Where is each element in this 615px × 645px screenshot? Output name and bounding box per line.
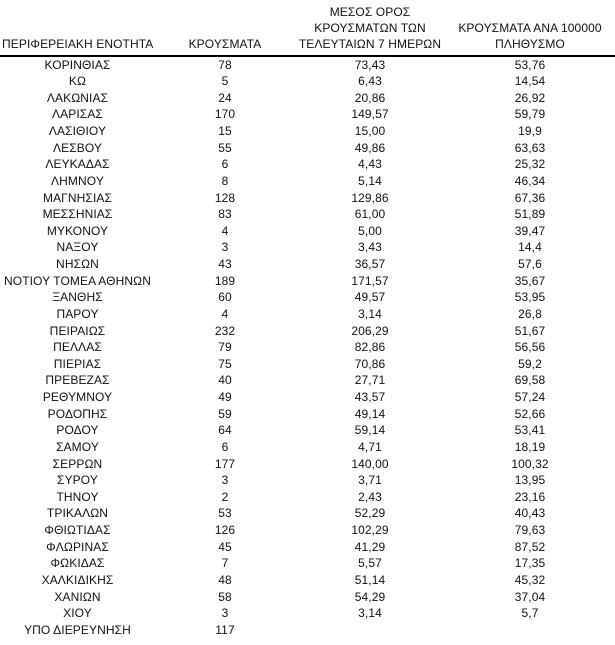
cell-region: ΠΙΕΡΙΑΣ bbox=[53, 356, 102, 371]
cell-per100k: 59,79 bbox=[514, 107, 546, 122]
cell-avg7: 59,14 bbox=[354, 423, 386, 438]
cell-avg7: 70,86 bbox=[354, 356, 386, 371]
cell-region: ΛΑΚΩΝΙΑΣ bbox=[46, 90, 109, 105]
cell-cases: 64 bbox=[218, 423, 232, 438]
cell-per100k: 40,43 bbox=[514, 506, 546, 521]
cell-region: ΤΗΝΟΥ bbox=[56, 489, 99, 504]
cell-cases: 55 bbox=[218, 140, 232, 155]
cell-avg7: 2,43 bbox=[358, 489, 382, 504]
cell-region: ΥΠΟ ΔΙΕΡΕΥΝΗΣΗ bbox=[24, 622, 131, 637]
cell-avg7: 41,29 bbox=[354, 539, 386, 554]
cell-region: ΦΛΩΡΙΝΑΣ bbox=[46, 539, 109, 554]
cell-avg7: 20,86 bbox=[354, 90, 386, 105]
header-cases-label: ΚΡΟΥΣΜΑΤΑ bbox=[188, 37, 262, 52]
cell-region: ΚΩ bbox=[68, 74, 87, 89]
table-row bbox=[0, 123, 615, 140]
cell-cases: 5 bbox=[221, 74, 229, 89]
cell-avg7: 129,86 bbox=[351, 190, 389, 205]
table-row bbox=[0, 572, 615, 589]
cell-region: ΣΥΡΟΥ bbox=[57, 473, 98, 488]
table-row bbox=[0, 522, 615, 539]
cell-per100k: 51,89 bbox=[514, 207, 546, 222]
cell-region: ΧΑΝΙΩΝ bbox=[54, 589, 101, 604]
cell-region: ΛΑΡΙΣΑΣ bbox=[52, 107, 103, 122]
cell-region: ΦΩΚΙΔΑΣ bbox=[50, 556, 105, 571]
header-avg7 bbox=[295, 0, 445, 56]
header-avg7-label-line2: ΚΡΟΥΣΜΑΤΩΝ ΤΩΝ bbox=[314, 21, 426, 36]
cell-avg7: 27,71 bbox=[354, 373, 386, 388]
cell-avg7: 52,29 bbox=[354, 506, 386, 521]
header-per100k-label-line1: ΚΡΟΥΣΜΑΤΑ ΑΝΑ 100000 bbox=[458, 21, 602, 36]
cell-per100k: 51,67 bbox=[514, 323, 546, 338]
cell-cases: 45 bbox=[218, 539, 232, 554]
cell-avg7: 61,00 bbox=[354, 207, 386, 222]
cell-avg7: 54,29 bbox=[354, 589, 386, 604]
cell-avg7: 4,71 bbox=[358, 439, 382, 454]
table-row bbox=[0, 422, 615, 439]
table-row bbox=[0, 190, 615, 207]
cell-avg7: 3,71 bbox=[358, 473, 382, 488]
table-row bbox=[0, 372, 615, 389]
cell-region: ΜΥΚΟΝΟΥ bbox=[46, 223, 109, 238]
cell-avg7: 6,43 bbox=[358, 74, 382, 89]
cell-per100k: 23,16 bbox=[514, 489, 546, 504]
cell-per100k: 52,66 bbox=[514, 406, 546, 421]
cell-avg7: 43,57 bbox=[354, 390, 386, 405]
cell-per100k: 87,52 bbox=[514, 539, 546, 554]
cell-per100k: 18,19 bbox=[514, 439, 546, 454]
table-row bbox=[0, 505, 615, 522]
table-row bbox=[0, 389, 615, 406]
table-row bbox=[0, 239, 615, 256]
cell-cases: 40 bbox=[218, 373, 232, 388]
cell-avg7: 206,29 bbox=[351, 323, 389, 338]
table-row bbox=[0, 140, 615, 157]
table-row bbox=[0, 356, 615, 373]
cell-cases: 43 bbox=[218, 257, 232, 272]
table-row bbox=[0, 555, 615, 572]
cell-cases: 60 bbox=[218, 290, 232, 305]
cell-region: ΦΘΙΩΤΙΔΑΣ bbox=[44, 523, 111, 538]
cell-region: ΣΕΡΡΩΝ bbox=[52, 456, 103, 471]
cell-region: ΝΑΞΟΥ bbox=[56, 240, 99, 255]
cell-avg7: 51,14 bbox=[354, 572, 386, 587]
cell-region: ΝΗΣΩΝ bbox=[56, 257, 99, 272]
cell-region: ΡΟΔΟΥ bbox=[56, 423, 99, 438]
cell-avg7: 5,57 bbox=[358, 556, 382, 571]
cell-cases: 8 bbox=[221, 173, 229, 188]
cell-region: ΞΑΝΘΗΣ bbox=[52, 290, 103, 305]
cell-avg7: 5,14 bbox=[358, 173, 382, 188]
table-row bbox=[0, 622, 615, 639]
cell-avg7: 140,00 bbox=[351, 456, 389, 471]
cell-cases: 3 bbox=[221, 606, 229, 621]
table-row bbox=[0, 472, 615, 489]
cell-cases: 7 bbox=[221, 556, 229, 571]
cell-cases: 126 bbox=[214, 523, 236, 538]
cell-cases: 78 bbox=[218, 57, 232, 72]
cell-avg7: 82,86 bbox=[354, 340, 386, 355]
cell-cases: 53 bbox=[218, 506, 232, 521]
cell-region: ΡΟΔΟΠΗΣ bbox=[47, 406, 108, 421]
cell-cases: 6 bbox=[221, 157, 229, 172]
cell-region: ΛΗΜΝΟΥ bbox=[51, 173, 104, 188]
cell-cases: 232 bbox=[214, 323, 236, 338]
table-row bbox=[0, 223, 615, 240]
cell-region: ΝΟΤΙΟΥ ΤΟΜΕΑ ΑΘΗΝΩΝ bbox=[4, 273, 151, 288]
cell-per100k: 53,76 bbox=[514, 57, 546, 72]
header-per100k-label-line2: ΠΛΗΘΥΣΜΟ bbox=[495, 37, 565, 52]
cell-region: ΧΑΛΚΙΔΙΚΗΣ bbox=[41, 572, 114, 587]
cell-avg7 bbox=[295, 622, 445, 639]
cell-avg7: 49,86 bbox=[354, 140, 386, 155]
table-row bbox=[0, 339, 615, 356]
cell-region: ΛΕΣΒΟΥ bbox=[53, 140, 102, 155]
header-avg7-label-line1: ΜΕΣΟΣ ΟΡΟΣ bbox=[329, 5, 411, 19]
cell-per100k: 39,47 bbox=[514, 223, 546, 238]
cell-per100k: 46,34 bbox=[514, 173, 546, 188]
table-row bbox=[0, 273, 615, 290]
header-row bbox=[0, 0, 615, 56]
cell-cases: 3 bbox=[221, 473, 229, 488]
table-row bbox=[0, 306, 615, 323]
cell-per100k: 53,95 bbox=[514, 290, 546, 305]
cell-per100k: 63,63 bbox=[514, 140, 546, 155]
cell-per100k: 79,63 bbox=[514, 523, 546, 538]
cell-per100k: 17,35 bbox=[514, 556, 546, 571]
cell-per100k: 53,41 bbox=[514, 423, 546, 438]
cell-per100k: 57,24 bbox=[514, 390, 546, 405]
cell-avg7: 3,14 bbox=[358, 306, 382, 321]
cell-cases: 58 bbox=[218, 589, 232, 604]
cell-avg7: 49,14 bbox=[354, 406, 386, 421]
cell-per100k: 57,6 bbox=[518, 257, 542, 272]
cell-region: ΠΑΡΟΥ bbox=[56, 306, 99, 321]
table-row bbox=[0, 73, 615, 90]
cell-per100k: 45,32 bbox=[514, 572, 546, 587]
cell-region: ΛΕΥΚΑΔΑΣ bbox=[45, 157, 110, 172]
cell-cases: 59 bbox=[218, 406, 232, 421]
header-region-label: ΠΕΡΙΦΕΡΕΙΑΚΗ ΕΝΟΤΗΤΑ bbox=[2, 37, 154, 52]
table-row bbox=[0, 539, 615, 556]
table-row bbox=[0, 256, 615, 273]
cell-per100k: 25,32 bbox=[514, 157, 546, 172]
table-row bbox=[0, 605, 615, 622]
table-row bbox=[0, 289, 615, 306]
cell-avg7: 5,00 bbox=[358, 223, 382, 238]
cell-avg7: 4,43 bbox=[358, 157, 382, 172]
table-row bbox=[0, 456, 615, 473]
cell-cases: 170 bbox=[214, 107, 236, 122]
cell-per100k: 59,2 bbox=[518, 356, 542, 371]
cell-per100k: 14,4 bbox=[518, 240, 542, 255]
cell-per100k: 35,67 bbox=[514, 273, 546, 288]
header-avg7-label-line3: ΤΕΛΕΥΤΑΙΩΝ 7 ΗΜΕΡΩΝ bbox=[298, 37, 442, 52]
cell-cases: 4 bbox=[221, 223, 229, 238]
cell-cases: 49 bbox=[218, 390, 232, 405]
cell-per100k: 37,04 bbox=[514, 589, 546, 604]
cell-per100k: 100,32 bbox=[511, 456, 549, 471]
cell-per100k bbox=[445, 622, 615, 639]
cell-per100k: 5,7 bbox=[521, 606, 539, 621]
cell-cases: 15 bbox=[218, 124, 232, 139]
cell-per100k: 69,58 bbox=[514, 373, 546, 388]
cell-region: ΣΑΜΟΥ bbox=[56, 439, 99, 454]
table-row bbox=[0, 406, 615, 423]
cell-per100k: 56,56 bbox=[514, 340, 546, 355]
cell-avg7: 149,57 bbox=[351, 107, 389, 122]
cell-per100k: 19,9 bbox=[518, 124, 542, 139]
cell-cases: 177 bbox=[214, 456, 236, 471]
cell-region: ΚΟΡΙΝΘΙΑΣ bbox=[44, 57, 111, 72]
cell-cases: 4 bbox=[221, 306, 229, 321]
cell-per100k: 13,95 bbox=[514, 473, 546, 488]
cell-region: ΛΑΣΙΘΙΟΥ bbox=[48, 124, 107, 139]
cell-cases: 2 bbox=[221, 489, 229, 504]
cell-cases: 117 bbox=[215, 622, 235, 637]
cell-region: ΤΡΙΚΑΛΩΝ bbox=[46, 506, 109, 521]
cell-cases: 128 bbox=[214, 190, 236, 205]
cell-region: ΜΕΣΣΗΝΙΑΣ bbox=[42, 207, 113, 222]
table-row bbox=[0, 439, 615, 456]
header-region bbox=[0, 0, 155, 56]
table-row bbox=[0, 173, 615, 190]
table-row bbox=[0, 589, 615, 606]
cell-avg7: 36,57 bbox=[354, 257, 386, 272]
cell-avg7: 15,00 bbox=[354, 124, 386, 139]
cell-cases: 79 bbox=[218, 340, 232, 355]
cell-avg7: 3,14 bbox=[358, 606, 382, 621]
cell-avg7: 73,43 bbox=[354, 57, 386, 72]
cell-cases: 189 bbox=[214, 273, 236, 288]
table-row bbox=[0, 489, 615, 506]
table-header bbox=[0, 0, 615, 56]
cell-per100k: 67,36 bbox=[514, 190, 546, 205]
cell-region: ΡΕΘΥΜΝΟΥ bbox=[42, 390, 113, 405]
table-row bbox=[0, 90, 615, 107]
cell-cases: 24 bbox=[218, 90, 232, 105]
cell-cases: 75 bbox=[218, 356, 232, 371]
cell-cases: 6 bbox=[221, 439, 229, 454]
cell-cases: 83 bbox=[218, 207, 232, 222]
cell-cases: 48 bbox=[218, 572, 232, 587]
cell-cases: 3 bbox=[221, 240, 229, 255]
table-row bbox=[0, 156, 615, 173]
cell-avg7: 171,57 bbox=[351, 273, 389, 288]
cell-per100k: 26,92 bbox=[514, 90, 546, 105]
cell-avg7: 49,57 bbox=[354, 290, 386, 305]
table-row bbox=[0, 106, 615, 123]
table-row bbox=[0, 323, 615, 340]
cell-region: ΠΕΛΛΑΣ bbox=[53, 340, 102, 355]
table-row bbox=[0, 56, 615, 74]
cell-region: ΠΡΕΒΕΖΑΣ bbox=[45, 373, 110, 388]
cell-region: ΧΙΟΥ bbox=[63, 606, 92, 621]
table-row bbox=[0, 206, 615, 223]
table-body bbox=[0, 56, 615, 639]
header-cases bbox=[155, 0, 295, 56]
cell-region: ΜΑΓΝΗΣΙΑΣ bbox=[42, 190, 112, 205]
header-per100k bbox=[445, 0, 615, 56]
cell-per100k: 14,54 bbox=[514, 74, 546, 89]
cell-avg7: 102,29 bbox=[351, 523, 389, 538]
cell-region: ΠΕΙΡΑΙΩΣ bbox=[49, 323, 106, 338]
cell-per100k: 26,8 bbox=[518, 306, 542, 321]
cell-avg7: 3,43 bbox=[358, 240, 382, 255]
